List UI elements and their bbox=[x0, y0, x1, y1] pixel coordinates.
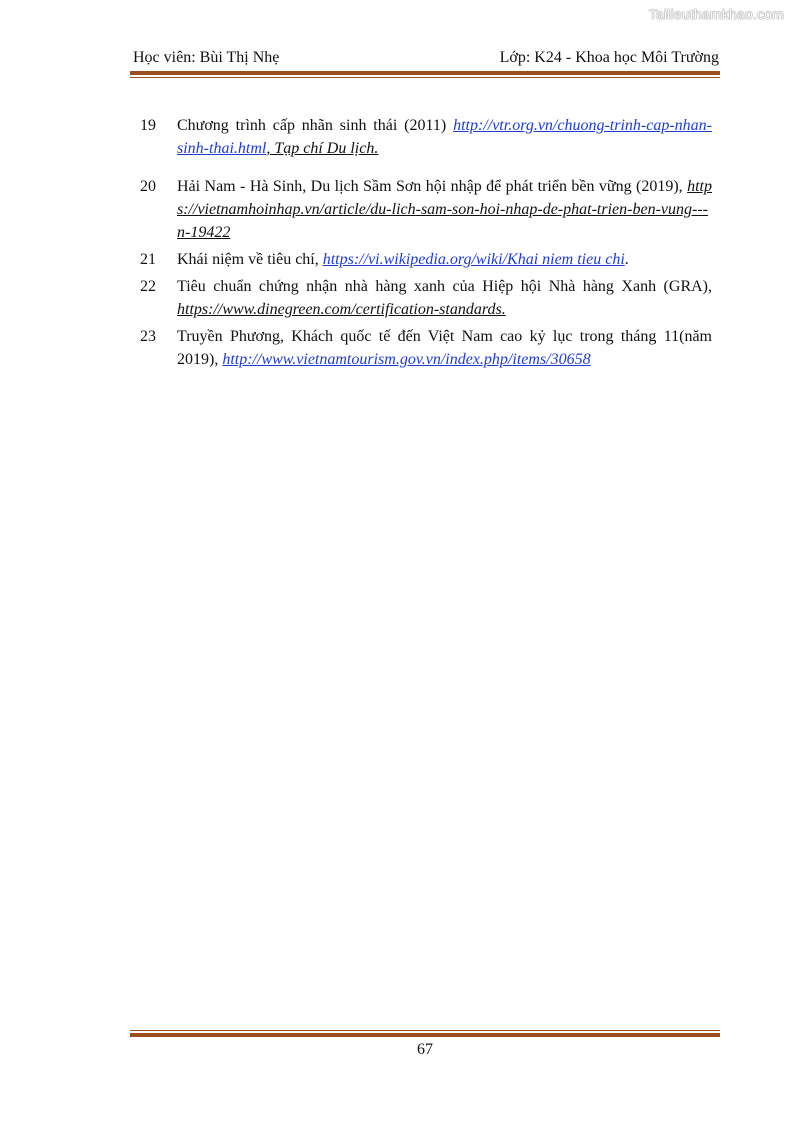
reference-list bbox=[140, 114, 712, 371]
reference-text: Tiêu chuẩn chứng nhận nhà hàng xanh của Hiệp hội Nhà hàng Xanh (GRA), https://www.dinegreen.com/certification-standards. bbox=[177, 278, 712, 318]
reference-link[interactable]: https://www.dinegreen.com/certification-standards. bbox=[177, 301, 506, 318]
reference-source: , Tạp chí Du lịch. bbox=[266, 140, 379, 157]
reference-item bbox=[140, 114, 712, 160]
reference-text: Truyền Phương, Khách quốc tế đến Việt Nam cao kỷ lục trong tháng 11(năm 2019), http://www.vietnamtourism.gov.vn/index.php/items/30658 bbox=[177, 328, 712, 368]
header-rule-thin bbox=[130, 77, 720, 78]
reference-number: 22 bbox=[140, 278, 156, 295]
reference-number: 20 bbox=[140, 178, 156, 195]
reference-link[interactable]: http://vtr.org.vn/chuong-trinh-cap-nhan-sinh-thai.html bbox=[177, 117, 712, 157]
page-number: 67 bbox=[417, 1041, 433, 1058]
reference-item bbox=[140, 275, 712, 321]
reference-text: Hải Nam - Hà Sinh, Du lịch Sầm Sơn hội nhập để phát triển bền vững (2019), https://vietnamhoinhap.vn/article/du-lich-sam-son-hoi-nhap-de-phat-trien-ben-vung---n-19422 bbox=[177, 178, 712, 241]
reference-link[interactable]: https://vi.wikipedia.org/wiki/Khai niem tieu chi bbox=[322, 251, 625, 268]
header-student: Học viên: Bùi Thị Nhẹ bbox=[133, 49, 280, 66]
reference-item bbox=[140, 325, 712, 371]
watermark: Tailieuthamkhao.com bbox=[648, 6, 784, 22]
header-rule-thick bbox=[130, 71, 720, 75]
reference-number: 19 bbox=[140, 117, 156, 134]
header-class: Lớp: K24 - Khoa học Môi Trường bbox=[499, 49, 719, 66]
reference-text: Chương trình cấp nhãn sinh thái (2011) http://vtr.org.vn/chuong-trinh-cap-nhan-sinh-thai.html, Tạp chí Du lịch. bbox=[177, 117, 712, 157]
reference-number: 23 bbox=[140, 328, 156, 345]
reference-item bbox=[140, 175, 712, 244]
footer-rule-thick bbox=[130, 1033, 720, 1037]
page-header bbox=[133, 49, 719, 67]
reference-link[interactable]: https://vietnamhoinhap.vn/article/du-lich-sam-son-hoi-nhap-de-phat-trien-ben-vung---n-19422 bbox=[177, 178, 712, 241]
reference-item bbox=[140, 248, 712, 271]
reference-link[interactable]: http://www.vietnamtourism.gov.vn/index.php/items/30658 bbox=[222, 351, 591, 368]
footer-rule-thin bbox=[130, 1030, 720, 1031]
reference-number: 21 bbox=[140, 251, 156, 268]
reference-text: Khái niệm về tiêu chí, https://vi.wikipedia.org/wiki/Khai niem tieu chi. bbox=[177, 251, 629, 268]
